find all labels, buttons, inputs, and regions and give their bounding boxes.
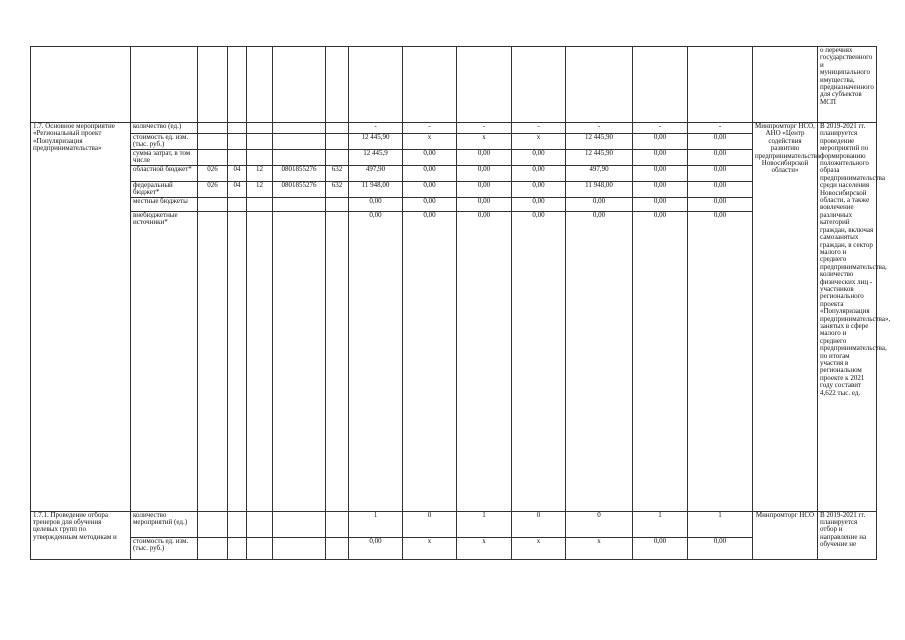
value-cell: - (349, 123, 403, 134)
value-cell: 12 445,90 (566, 149, 633, 165)
value-cell: 0,00 (403, 181, 457, 197)
value-cell: 0,00 (566, 211, 633, 511)
value-cell: 0,00 (403, 165, 457, 181)
value-cell: 11 948,00 (349, 181, 403, 197)
code-csr (273, 537, 326, 559)
code-rz (228, 197, 247, 211)
measure-name-cell: 1.7. Основное мероприятие «Региональный проект «Популяризация предпринимательства» (31, 123, 131, 512)
value-cell: х (457, 537, 512, 559)
code-rz (228, 149, 247, 165)
code-grbs (198, 211, 228, 511)
value-cell: х (566, 537, 633, 559)
value-cell: 0,00 (688, 149, 753, 165)
code-vr (326, 511, 349, 537)
code-rz (228, 123, 247, 134)
value-cell: 12 445,90 (349, 134, 403, 150)
code-rz: 04 (228, 181, 247, 197)
value-cell: 11 948,00 (566, 181, 633, 197)
indicator-label: областной бюджет* (131, 165, 198, 181)
value-cell: х (403, 537, 457, 559)
code-csr (273, 511, 326, 537)
code-csr (273, 197, 326, 211)
value-cell: 0,00 (403, 211, 457, 511)
result-cell: В 2019-2021 гг. планируется проведение мероприятий по формированию положительного образа предпринимательства среди населения Новосибирской области, а также вовлечение различных категорий граждан, включая самозанятых граждан, в сектор малого и среднего предпринимательства, количество физических лиц - участников регионального проекта «Популяризация предпринимательства», занятых в сфере малого и среднего предпринимательства, по итогам участия в региональном проекте к 2021 году составит 4,622 тыс. ед. (818, 123, 877, 512)
code-rz (228, 537, 247, 559)
value-cell: 0,00 (633, 165, 688, 181)
value-cell: 0,00 (633, 537, 688, 559)
code-vr (326, 149, 349, 165)
program-table (30, 46, 891, 560)
value-cell: 0,00 (633, 134, 688, 150)
table-row (31, 149, 877, 165)
value-cell: 0,00 (688, 211, 753, 511)
top-note-cell: о перечнях государственного и муниципального имущества, предназначенного для субъектов МСП (818, 47, 877, 123)
value-cell: 0,00 (633, 149, 688, 165)
value-cell: 0 (566, 511, 633, 537)
value-cell: 497,90 (566, 165, 633, 181)
code-rz (228, 134, 247, 150)
table-row (31, 47, 877, 123)
result-cell: В 2019-2021 гг. планируется отбор и направление на обучение не (818, 511, 877, 559)
code-grbs (198, 149, 228, 165)
value-cell: 0,00 (633, 211, 688, 511)
code-pr (247, 211, 273, 511)
value-cell: 0,00 (566, 197, 633, 211)
value-cell: - (512, 123, 566, 134)
value-cell: 497,90 (349, 165, 403, 181)
code-vr (326, 197, 349, 211)
value-cell: 0,00 (512, 211, 566, 511)
indicator-label: стоимость ед. изм. (тыс. руб.) (131, 537, 198, 559)
code-vr (326, 211, 349, 511)
table-row (31, 165, 877, 181)
measure-name-cell: 1.7.1. Проведение отбора тренеров для обучения целевых групп по утвержденным методикам и (31, 511, 131, 559)
executor-cell: Минпромторг НСО, АНО «Центр содействия развитию предпринимательства Новосибирской области» (753, 123, 818, 512)
code-grbs (198, 197, 228, 211)
value-cell: 1 (457, 511, 512, 537)
indicator-label: сумма затрат, в том числе (131, 149, 198, 165)
value-cell: 1 (633, 511, 688, 537)
value-cell: 0,00 (512, 181, 566, 197)
code-vr (326, 537, 349, 559)
value-cell: 0,00 (512, 197, 566, 211)
code-grbs: 026 (198, 181, 228, 197)
value-cell: 0 (512, 511, 566, 537)
value-cell: 0,00 (633, 197, 688, 211)
value-cell: - (403, 123, 457, 134)
code-vr (326, 123, 349, 134)
table-row (31, 511, 877, 537)
value-cell: 0,00 (349, 197, 403, 211)
code-rz (228, 511, 247, 537)
code-csr (273, 123, 326, 134)
code-grbs: 026 (198, 165, 228, 181)
table-row (31, 197, 877, 211)
code-csr: 0801855276 (273, 165, 326, 181)
value-cell: 0,00 (688, 165, 753, 181)
code-vr: 632 (326, 165, 349, 181)
code-pr: 12 (247, 165, 273, 181)
code-vr (326, 134, 349, 150)
value-cell: 0,00 (457, 211, 512, 511)
value-cell: 0,00 (512, 165, 566, 181)
value-cell: 0,00 (688, 181, 753, 197)
code-pr (247, 511, 273, 537)
value-cell: 0,00 (457, 165, 512, 181)
value-cell: - (633, 123, 688, 134)
code-pr (247, 149, 273, 165)
executor-cell: Минпромторг НСО (753, 511, 818, 559)
value-cell: 0,00 (688, 197, 753, 211)
value-cell: 1 (688, 511, 753, 537)
value-cell: 0,00 (688, 134, 753, 150)
value-cell: 1 (349, 511, 403, 537)
code-rz (228, 211, 247, 511)
table-row (31, 537, 877, 559)
table-row (31, 134, 877, 150)
code-pr (247, 537, 273, 559)
indicator-label: внебюджетные источники* (131, 211, 198, 511)
code-csr (273, 211, 326, 511)
value-cell: х (403, 134, 457, 150)
table-row (31, 181, 877, 197)
code-csr (273, 134, 326, 150)
value-cell: - (688, 123, 753, 134)
indicator-label: количество (ед.) (131, 123, 198, 134)
indicator-label: количество мероприятий (ед.) (131, 511, 198, 537)
code-csr (273, 149, 326, 165)
table-row (31, 211, 877, 511)
value-cell: х (457, 134, 512, 150)
value-cell: - (457, 123, 512, 134)
value-cell: 0,00 (512, 149, 566, 165)
indicator-label: стоимость ед. изм. (тыс. руб.) (131, 134, 198, 150)
code-grbs (198, 134, 228, 150)
indicator-label: федеральный бюджет* (131, 181, 198, 197)
value-cell: 0,00 (457, 181, 512, 197)
value-cell: 0,00 (688, 537, 753, 559)
value-cell: 12 445,90 (566, 134, 633, 150)
code-pr (247, 134, 273, 150)
code-grbs (198, 123, 228, 134)
code-grbs (198, 511, 228, 537)
code-csr: 0801855276 (273, 181, 326, 197)
code-pr (247, 197, 273, 211)
table-row (31, 123, 877, 134)
value-cell: 0,00 (349, 211, 403, 511)
value-cell: 0,00 (349, 537, 403, 559)
indicator-label: местные бюджеты (131, 197, 198, 211)
value-cell: х (512, 134, 566, 150)
value-cell: 12 445,9 (349, 149, 403, 165)
value-cell: 0,00 (403, 197, 457, 211)
code-grbs (198, 537, 228, 559)
code-rz: 04 (228, 165, 247, 181)
code-pr: 12 (247, 181, 273, 197)
value-cell: х (512, 537, 566, 559)
value-cell: 0,00 (403, 149, 457, 165)
document-page (30, 46, 891, 594)
code-pr (247, 123, 273, 134)
value-cell: 0 (403, 511, 457, 537)
value-cell: 0,00 (633, 181, 688, 197)
code-vr: 632 (326, 181, 349, 197)
value-cell: 0,00 (457, 197, 512, 211)
value-cell: 0,00 (457, 149, 512, 165)
value-cell: - (566, 123, 633, 134)
